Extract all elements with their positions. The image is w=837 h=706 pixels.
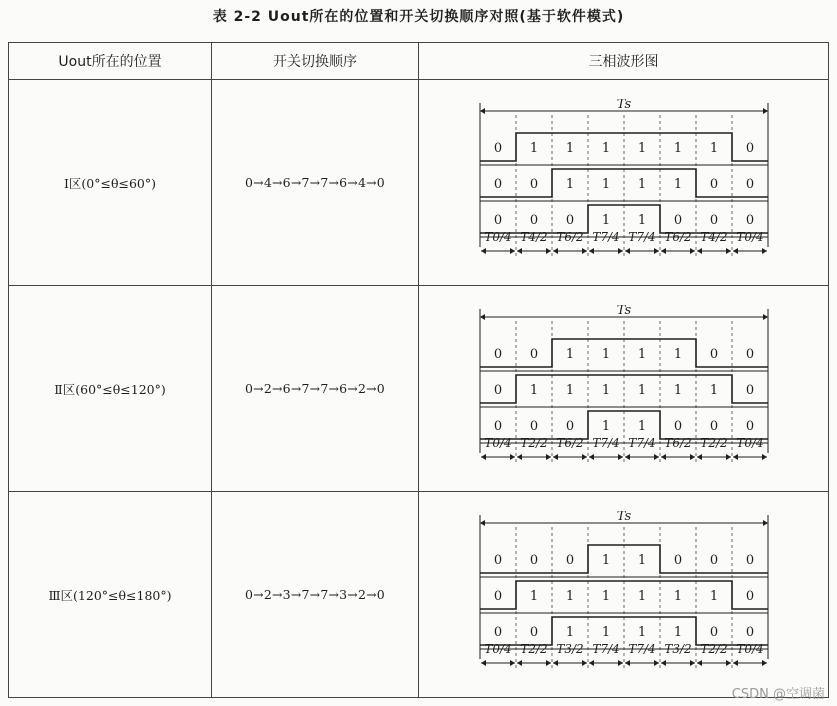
bit-label: 1 xyxy=(673,176,682,192)
bit-label: 1 xyxy=(565,176,574,192)
duration-label: T3/2 xyxy=(663,641,692,656)
header-sequence: 开关切换顺序 xyxy=(212,43,419,80)
three-phase-waveform xyxy=(474,99,774,267)
bit-label: 0 xyxy=(493,346,502,362)
bit-label: 0 xyxy=(745,588,754,604)
bit-label: 1 xyxy=(565,382,574,398)
duration-label: T0/4 xyxy=(735,641,764,656)
bit-label: 0 xyxy=(709,624,718,640)
bit-label: 0 xyxy=(493,212,502,228)
period-label: Ts xyxy=(616,510,631,524)
bit-label: 0 xyxy=(493,418,502,434)
bit-label: 0 xyxy=(745,176,754,192)
duration-label: T7/4 xyxy=(591,641,620,656)
bit-label: 0 xyxy=(529,552,538,568)
bit-label: 1 xyxy=(565,588,574,604)
sequence-cell: 0→4→6→7→7→6→4→0 xyxy=(212,80,419,286)
bit-label: 0 xyxy=(673,212,682,228)
bit-label: 0 xyxy=(709,346,718,362)
table-row xyxy=(9,286,829,492)
region-cell: Ⅱ区(60°≤θ≤120°) xyxy=(9,286,212,492)
bit-label: 1 xyxy=(709,588,718,604)
duration-label: T7/4 xyxy=(627,435,656,450)
bit-label: 1 xyxy=(601,382,610,398)
bit-label: 1 xyxy=(529,382,538,398)
duration-label: T7/4 xyxy=(627,229,656,244)
bit-label: 0 xyxy=(745,418,754,434)
bit-label: 0 xyxy=(529,624,538,640)
bit-label: 0 xyxy=(493,382,502,398)
sequence-cell: 0→2→6→7→7→6→2→0 xyxy=(212,286,419,492)
bit-label: 0 xyxy=(745,552,754,568)
bit-label: 0 xyxy=(529,212,538,228)
bit-label: 0 xyxy=(529,346,538,362)
bit-label: 0 xyxy=(565,212,574,228)
bit-label: 1 xyxy=(637,588,646,604)
bit-label: 0 xyxy=(745,140,754,156)
duration-label: T3/2 xyxy=(555,641,584,656)
table-caption: 表 2-2 Uout所在的位置和开关切换顺序对照(基于软件模式) xyxy=(212,9,625,25)
duration-label: T7/4 xyxy=(591,229,620,244)
bit-label: 0 xyxy=(493,552,502,568)
waveform-cell xyxy=(419,80,829,286)
duration-label: T2/2 xyxy=(519,641,548,656)
bit-label: 1 xyxy=(565,624,574,640)
sequence-cell: 0→2→3→7→7→3→2→0 xyxy=(212,492,419,698)
bit-label: 1 xyxy=(601,418,610,434)
header-position: Uout所在的位置 xyxy=(9,43,212,80)
bit-label: 0 xyxy=(745,382,754,398)
bit-label: 0 xyxy=(529,418,538,434)
bit-label: 0 xyxy=(673,552,682,568)
bit-label: 1 xyxy=(637,176,646,192)
bit-label: 0 xyxy=(745,624,754,640)
duration-label: T6/2 xyxy=(663,435,692,450)
bit-label: 1 xyxy=(673,624,682,640)
bit-label: 1 xyxy=(601,588,610,604)
duration-label: T6/2 xyxy=(555,229,584,244)
duration-label: T2/2 xyxy=(519,435,548,450)
bit-label: 1 xyxy=(637,624,646,640)
bit-label: 1 xyxy=(709,382,718,398)
bit-label: 0 xyxy=(565,552,574,568)
bit-label: 0 xyxy=(493,176,502,192)
bit-label: 1 xyxy=(601,624,610,640)
bit-label: 0 xyxy=(709,418,718,434)
bit-label: 1 xyxy=(601,140,610,156)
bit-label: 1 xyxy=(637,382,646,398)
three-phase-waveform xyxy=(474,511,774,679)
bit-label: 1 xyxy=(601,212,610,228)
region-cell: Ⅲ区(120°≤θ≤180°) xyxy=(9,492,212,698)
bit-label: 1 xyxy=(565,346,574,362)
duration-label: T7/4 xyxy=(591,435,620,450)
bit-label: 1 xyxy=(709,140,718,156)
duration-label: T0/4 xyxy=(483,641,512,656)
bit-label: 1 xyxy=(637,346,646,362)
header-row xyxy=(9,43,829,80)
bit-label: 0 xyxy=(745,346,754,362)
bit-label: 1 xyxy=(673,382,682,398)
bit-label: 0 xyxy=(709,552,718,568)
duration-label: T7/4 xyxy=(627,641,656,656)
bit-label: 0 xyxy=(709,176,718,192)
three-phase-waveform xyxy=(474,305,774,473)
bit-label: 0 xyxy=(493,140,502,156)
duration-label: T6/2 xyxy=(663,229,692,244)
bit-label: 1 xyxy=(637,552,646,568)
duration-label: T0/4 xyxy=(483,229,512,244)
bit-label: 1 xyxy=(529,140,538,156)
region-cell: Ⅰ区(0°≤θ≤60°) xyxy=(9,80,212,286)
bit-label: 1 xyxy=(673,140,682,156)
duration-label: T0/4 xyxy=(483,435,512,450)
waveform-cell xyxy=(419,286,829,492)
period-label: Ts xyxy=(616,98,631,112)
bit-label: 1 xyxy=(637,418,646,434)
bit-label: 1 xyxy=(601,176,610,192)
bit-label: 1 xyxy=(601,552,610,568)
bit-label: 0 xyxy=(493,624,502,640)
duration-label: T2/2 xyxy=(699,435,728,450)
duration-label: T6/2 xyxy=(555,435,584,450)
header-waveform: 三相波形图 xyxy=(419,43,829,80)
duration-label: T2/2 xyxy=(699,641,728,656)
duration-label: T4/2 xyxy=(519,229,548,244)
bit-label: 1 xyxy=(529,588,538,604)
bit-label: 0 xyxy=(745,212,754,228)
waveform-cell xyxy=(419,492,829,698)
bit-label: 0 xyxy=(529,176,538,192)
bit-label: 1 xyxy=(637,212,646,228)
bit-label: 1 xyxy=(637,140,646,156)
bit-label: 0 xyxy=(493,588,502,604)
duration-label: T4/2 xyxy=(699,229,728,244)
bit-label: 1 xyxy=(673,346,682,362)
duration-label: T0/4 xyxy=(735,229,764,244)
bit-label: 0 xyxy=(673,418,682,434)
bit-label: 0 xyxy=(565,418,574,434)
watermark: CSDN @空调菌 xyxy=(731,687,825,702)
table-row xyxy=(9,80,829,286)
duration-label: T0/4 xyxy=(735,435,764,450)
bit-label: 1 xyxy=(673,588,682,604)
table-row xyxy=(9,492,829,698)
switching-table xyxy=(8,42,829,698)
bit-label: 1 xyxy=(565,140,574,156)
bit-label: 0 xyxy=(709,212,718,228)
bit-label: 1 xyxy=(601,346,610,362)
period-label: Ts xyxy=(616,304,631,318)
